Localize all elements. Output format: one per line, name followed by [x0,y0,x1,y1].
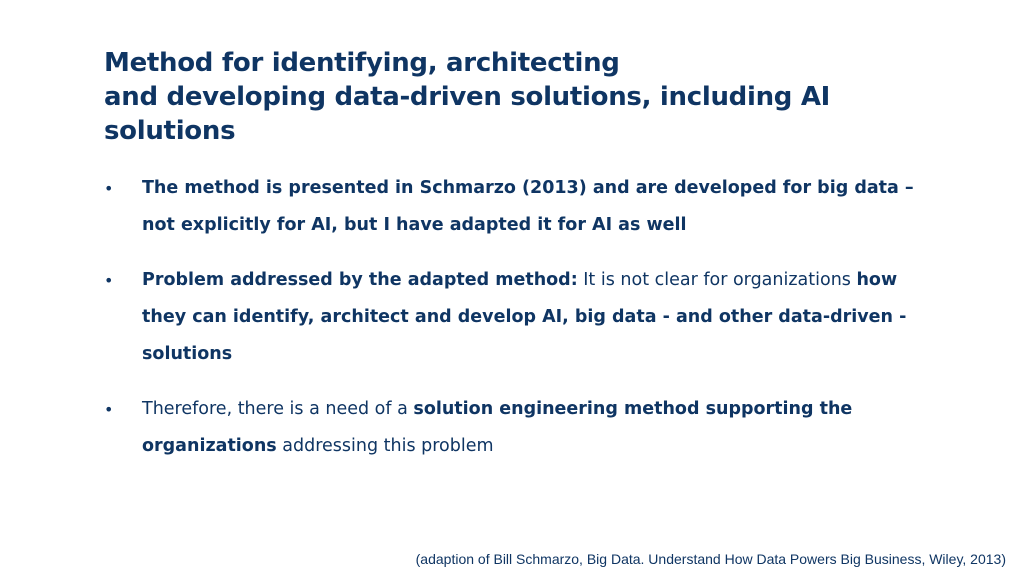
bullet-lead-text: Problem addressed by the adapted method: [142,270,578,290]
bullet-emphasis-text: how they can identify, architect and develop AI, big data - and other data-driven - solutions [142,270,907,364]
bullet-body-text: Therefore, there is a need of a [142,399,414,419]
bullet-body-text: It is not clear for organizations [577,270,857,290]
slide-title-line-1: Method for identifying, architecting [104,48,620,78]
bullet-item-method-source [104,170,914,244]
bullet-text: The method is presented in Schmarzo (2013) and are developed for big data – not explicitly for AI, but I have adapted it for AI as well [142,178,914,235]
slide-title [104,46,904,148]
bullet-item-problem [104,262,914,373]
bullet-emphasis-text: solution engineering method supporting the organizations [142,399,853,456]
slide-title-line-3: solutions [104,116,236,146]
bullet-marker: • [104,400,114,419]
bullet-marker: • [104,179,114,198]
slide-title-line-2: and developing data-driven solutions, including AI [104,82,831,112]
citation-footnote: (adaption of Bill Schmarzo, Big Data. Understand How Data Powers Big Business, Wiley, 2013) [415,551,1006,567]
bullet-tail-text: addressing this problem [276,436,494,456]
bullet-item-need [104,391,914,465]
bullet-list [104,170,914,483]
bullet-marker: • [104,271,114,290]
